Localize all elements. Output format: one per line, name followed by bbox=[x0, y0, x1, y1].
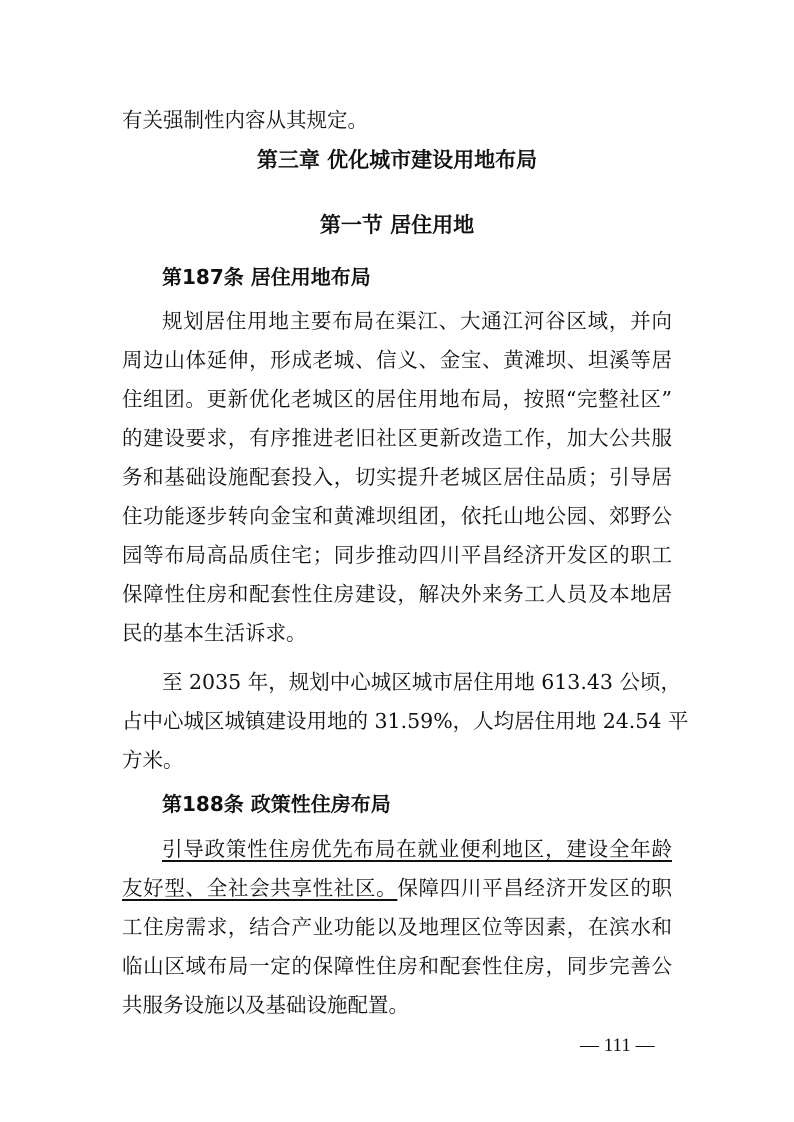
paragraph-line: 共服务设施以及基础设施配置。 bbox=[122, 993, 409, 1017]
intro-line: 有关强制性内容从其规定。 bbox=[122, 108, 368, 132]
paragraph-line: 临山区域布局一定的保障性住房和配套性住房，同步完善公 bbox=[122, 954, 672, 978]
paragraph-line bbox=[122, 875, 672, 901]
section-title: 第一节 居住用地 bbox=[319, 213, 475, 237]
underlined-text: 友好型、全社会共享性社区。 bbox=[122, 876, 398, 900]
paragraph-line: 园等布局高品质住宅；同步推动四川平昌经济开发区的职工 bbox=[122, 543, 672, 567]
paragraph-line: 住组团。更新优化老城区的居住用地布局，按照“完整社区” bbox=[122, 387, 672, 411]
paragraph-line: 周边山体延伸，形成老城、信义、金宝、黄滩坝、坦溪等居 bbox=[122, 348, 672, 372]
paragraph-line: 保障性住房和配套性住房建设，解决外来务工人员及本地居 bbox=[122, 582, 672, 606]
paragraph-line: 至 2035 年，规划中心城区城市居住用地 613.43 公顷， bbox=[162, 670, 681, 694]
paragraph-line: 工住房需求，结合产业功能以及地理区位等因素，在滨水和 bbox=[122, 915, 672, 939]
article-187-title: 第187条 居住用地布局 bbox=[162, 265, 371, 289]
paragraph-line: 的建设要求，有序推进老旧社区更新改造工作，加大公共服 bbox=[122, 426, 672, 450]
paragraph-line: 规划居住用地主要布局在渠江、大通江河谷区域，并向 bbox=[162, 309, 672, 333]
paragraph-line: 方米。 bbox=[122, 748, 184, 772]
page-number: — 111 — bbox=[580, 1035, 655, 1056]
underlined-line: 引导政策性住房优先布局在就业便利地区，建设全年龄 bbox=[162, 837, 672, 861]
paragraph-line: 民的基本生活诉求。 bbox=[122, 621, 307, 645]
plain-text: 保障四川平昌经济开发区的职 bbox=[397, 876, 673, 900]
paragraph-line: 务和基础设施配套投入，切实提升老城区居住品质；引导居 bbox=[122, 465, 672, 489]
chapter-title: 第三章 优化城市建设用地布局 bbox=[256, 148, 538, 172]
paragraph-line: 占中心城区城镇建设用地的 31.59%，人均居住用地 24.54 平 bbox=[122, 709, 689, 733]
paragraph-line: 住功能逐步转向金宝和黄滩坝组团，依托山地公园、郊野公 bbox=[122, 504, 672, 528]
article-188-title: 第188条 政策性住房布局 bbox=[162, 792, 391, 816]
